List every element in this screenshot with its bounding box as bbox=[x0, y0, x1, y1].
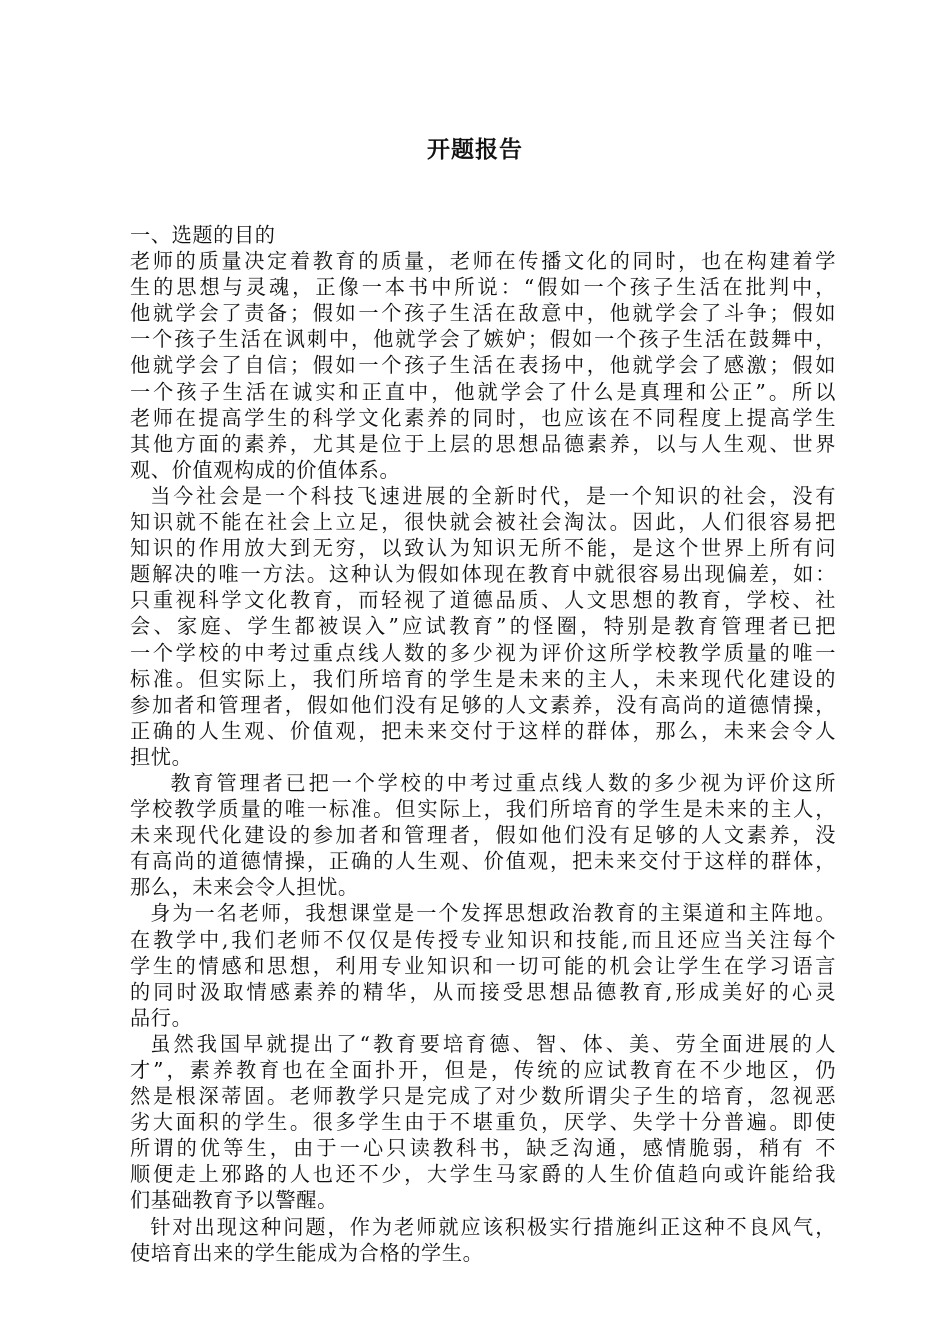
paragraph-line: 标准。但实际上，我们所培育的学生是未来的主人，未来现代化建设的 bbox=[130, 666, 836, 691]
paragraph-line: 他就学会了责备；假如一个孩子生活在敌意中，他就学会了斗争；假如 bbox=[130, 301, 836, 326]
paragraph-line: 未来现代化建设的参加者和管理者，假如他们没有足够的人文素养，没 bbox=[130, 823, 836, 848]
paragraph-line: 才”，素养教育也在全面扑开，但是，传统的应试教育在不少地区，仍 bbox=[130, 1058, 836, 1082]
section-heading: 一、选题的目的 bbox=[130, 223, 276, 247]
paragraph-line: 然是根深蒂固。老师教学只是完成了对少数所谓尖子生的培育，忽视恶 bbox=[130, 1084, 836, 1109]
paragraph-line: 他就学会了自信；假如一个孩子生活在表扬中，他就学会了感激；假如 bbox=[130, 353, 836, 378]
paragraph-line: 老师在提高学生的科学文化素养的同时，也应该在不同程度上提高学生 bbox=[130, 405, 836, 430]
paragraph-line: 的同时汲取情感素养的精华，从而接受思想品德教育,形成美好的心灵 bbox=[130, 979, 836, 1004]
paragraph-line: 知识就不能在社会上立足，很快就会被社会淘汰。因此，人们很容易把 bbox=[130, 510, 836, 535]
paragraph-line: 身为一名老师，我想课堂是一个发挥思想政治教育的主渠道和主阵地。 bbox=[150, 901, 836, 926]
paragraph-line: 们基础教育予以警醒。 bbox=[130, 1188, 338, 1213]
page-title: 开题报告 bbox=[427, 136, 523, 163]
paragraph-line: 知识的作用放大到无穷，以致认为知识无所不能，是这个世界上所有问 bbox=[130, 536, 836, 561]
paragraph-line: 学校教学质量的唯一标准。但实际上，我们所培育的学生是未来的主人， bbox=[130, 797, 836, 822]
paragraph-line: 虽然我国早就提出了“教育要培育德、智、体、美、劳全面进展的人 bbox=[150, 1031, 836, 1056]
paragraph-line: 生的思想与灵魂，正像一本书中所说：“假如一个孩子生活在批判中， bbox=[130, 275, 836, 300]
paragraph-line: 针对出现这种问题，作为老师就应该积极实行措施纠正这种不良风气， bbox=[150, 1214, 836, 1239]
paragraph-line: 题解决的唯一方法。这种认为假如体现在教育中就很容易出现偏差，如： bbox=[130, 562, 836, 587]
paragraph-line: 学生的情感和思想，利用专业知识和一切可能的机会让学生在学习语言 bbox=[130, 953, 836, 978]
paragraph-line: 所谓的优等生，由于一心只读教科书，缺乏沟通，感情脆弱，稍有 不 bbox=[130, 1136, 836, 1161]
paragraph-line: 品行。 bbox=[130, 1005, 193, 1030]
paragraph-line: 一个孩子生活在讽刺中，他就学会了嫉妒；假如一个孩子生活在鼓舞中， bbox=[130, 327, 836, 352]
paragraph-line: 使培育出来的学生能成为合格的学生。 bbox=[130, 1240, 484, 1265]
paragraph-line: 教育管理者已把一个学校的中考过重点线人数的多少视为评价这所 bbox=[170, 770, 836, 795]
paragraph-line: 一个学校的中考过重点线人数的多少视为评价这所学校教学质量的唯一 bbox=[130, 640, 836, 665]
paragraph-line: 有高尚的道德情操，正确的人生观、价值观，把未来交付于这样的群体， bbox=[130, 849, 836, 874]
document-body bbox=[130, 222, 836, 1266]
paragraph-line: 只重视科学文化教育，而轻视了道德品质、人文思想的教育，学校、社 bbox=[130, 588, 836, 613]
paragraph-line: 其他方面的素养，尤其是位于上层的思想品德素养，以与人生观、世界 bbox=[130, 431, 836, 456]
paragraph-line: 老师的质量决定着教育的质量，老师在传播文化的同时，也在构建着学 bbox=[130, 249, 836, 274]
paragraph-line: 正确的人生观、价值观，把未来交付于这样的群体，那么，未来会令人 bbox=[130, 718, 836, 743]
paragraph-line: 一个孩子生活在诚实和正直中，他就学会了什么是真理和公正”。所以 bbox=[130, 379, 836, 404]
paragraph-line: 当今社会是一个科技飞速进展的全新时代，是一个知识的社会，没有 bbox=[150, 483, 836, 508]
paragraph-line: 担忧。 bbox=[130, 744, 193, 769]
paragraph-line: 顺便走上邪路的人也还不少，大学生马家爵的人生价值趋向或许能给我 bbox=[130, 1162, 836, 1187]
paragraph-line: 在教学中,我们老师不仅仅是传授专业知识和技能,而且还应当关注每个 bbox=[130, 927, 836, 952]
paragraph-line: 劣大面积的学生。很多学生由于不堪重负，厌学、失学十分普遍。即使 bbox=[130, 1110, 836, 1135]
paragraph-line: 那么，未来会令人担忧。 bbox=[130, 875, 359, 900]
paragraph-line: 会、家庭、学生都被误入”应试教育”的怪圈，特别是教育管理者已把 bbox=[130, 614, 836, 639]
paragraph-line: 观、价值观构成的价值体系。 bbox=[130, 457, 401, 482]
paragraph-line: 参加者和管理者，假如他们没有足够的人文素养，没有高尚的道德情操， bbox=[130, 692, 836, 717]
